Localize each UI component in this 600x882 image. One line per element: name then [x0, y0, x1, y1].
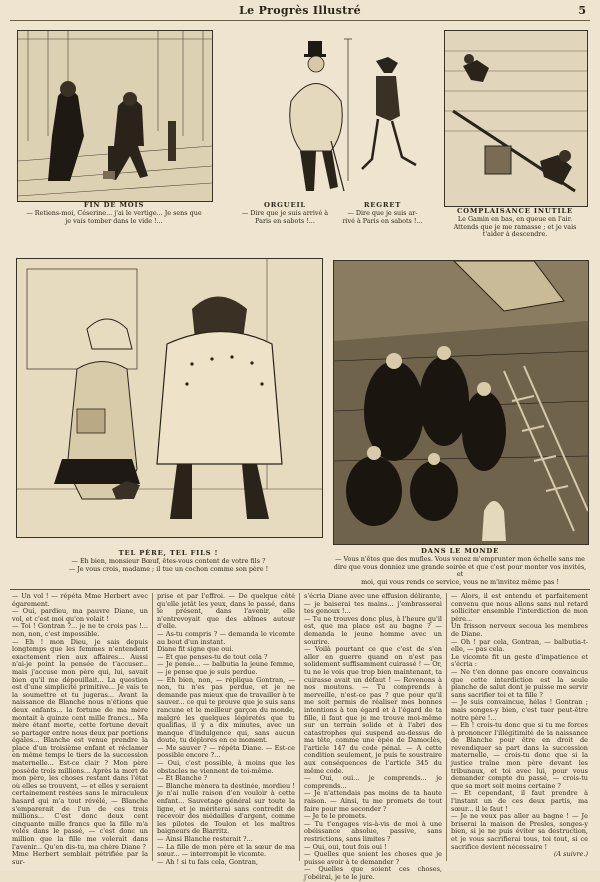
paragraph: Le vicomte fit un geste d'impatience et s'écria :	[451, 652, 588, 669]
caption-line: Attends que je me ramasse ; et je vais	[453, 222, 577, 231]
paragraph: — Et Blanche ?	[157, 774, 208, 783]
caption-regret	[335, 202, 430, 225]
text-column-2	[157, 593, 295, 866]
paragraph: — Eh bien, non, — répliqua Gontran, — non, tu n'es pas perdue, et je ne demande pas mieux que de travailler à te sauver... ce qui te prouve que je suis sans rancune et le meilleur garçon du monde, malgré les quelques légèretés que tu qualifias, il y a dix minutes, avec un manque d'indulgence qui, sans aucun doute, tu déplores en ce moment.	[157, 675, 295, 745]
paragraph: — Et que penses-tu de tout cela ?	[157, 652, 268, 661]
paragraph: — Eh ! crois-tu donc que si tu me forces à prononcer l'illégitimité de la naissance de Blanche pour être en droit de revendiquer sa part dans la succession maternelle, — crois-tu donc que si la justice traîne mon père devant les tribunaux, et toi avec lui, pour vous demander compte du passé, — crois-tu que sa mort soit moins certaine ?	[451, 721, 588, 790]
caption-line: — Dire que je suis arrivé à	[241, 209, 329, 218]
caption-fin-de-mois	[17, 202, 211, 225]
dans-le-monde-drawing	[334, 261, 588, 544]
caption-orgueil	[240, 202, 330, 225]
paragraph: — Je suis convaincue, hélas ! Gontran ; mais songes-y bien, c'est tuer peut-être notre père !...	[451, 698, 588, 722]
paragraph: — Oui, oui... je comprends... je comprends...	[304, 774, 442, 790]
paragraph: Un frisson nerveux secoua les membres de Diane.	[451, 622, 588, 638]
paragraph: — Ah ! si tu fais cela, Gontran,	[157, 857, 259, 866]
caption-dans-le-monde	[333, 548, 587, 586]
paragraph: — Eh ! mon Dieu, je sais depuis longtemps que les femmes n'entendent exactement rien aux affaires... Aussi n'ai-je point la pensée de t'accuser... mais j'accuse mon père qui, lui, savait bien qu'il me dépouillait... La question est d'une simplicité primitive... Je vais te la soumettre et tu jugeras... Avant la naissance de Blanche nous n'étions que deux enfants... la fortune de ma mère montait à quinze cent mille francs... Ma mère étant morte, cette fortune devait se partager entre nous deux par portions égales... Blanche est venue prendre la place d'un troisième enfant et réclamer en même temps le tiers de la succession maternelle... Est-ce clair ? Mon père possède trois millions... Après la mort de mon père, les choses restant dans l'état où elles se trouvent, — et elles y seraient certainement restées sans le miraculeux hasard qui m'a tout révélé, — Blanche s'emparerait de l'un de ces trois millions... C'est donc deux cent cinquante mille francs que la fille m'a volés dans le passé, — c'est donc un million que la fille me volerait dans l'avenir... Qu'en dis-tu, ma chère Diane ?	[12, 637, 148, 851]
page-number: 5	[578, 4, 586, 17]
paragraph: — Je n'attendais pas moins de ta haute raison. — Ainsi, tu me promets de tout faire pour me seconder ?	[304, 789, 442, 813]
caption-complaisance	[444, 208, 586, 239]
caption-line: Paris en sabots !...	[255, 216, 315, 225]
paragraph: — Ainsi Blanche resterait ?...	[157, 835, 253, 843]
caption-title: TEL PÈRE, TEL FILS !	[118, 549, 219, 557]
caption-line: je vais tomber dans le vide !...	[65, 216, 163, 225]
fin-de-mois-drawing	[18, 31, 212, 201]
text-column-1	[12, 593, 148, 866]
paragraph: Mme Herbert semblait pétrifiée par la sur-	[12, 850, 148, 866]
caption-line: — Retiens-moi, Céserine... j'ai le vertige... Je sens que	[26, 209, 202, 218]
caption-line: rivé à Paris en sabots !...	[342, 216, 423, 225]
caption-title: FIN DE MOIS	[83, 201, 145, 209]
complaisance-drawing	[445, 31, 587, 206]
paragraph: — Quelles que soient ces choses, j'obéirai, je te le jure.	[304, 865, 442, 881]
caption-line: — Vous n'êtes que des mufles. Vous venez m'emprunter mon échelle sans me	[335, 555, 585, 564]
paragraph: — Je ne veux pas aller au bagne ! — Je briserai la maison de Presles, songes-y bien, si je ne puis éviter sa destruction, et je vous sacrifierai tous, toi tout, si ce sacrifice devient nécessaire !	[451, 812, 588, 851]
caption-line: dire que vous donniez une grande soirée et que c'est pour monter vos invités, et	[333, 562, 587, 579]
masthead-title: Le Progrès Illustré	[239, 4, 361, 17]
caption-title: REGRET	[363, 201, 402, 209]
caption-title: DANS LE MONDE	[420, 547, 500, 555]
page-header	[10, 4, 590, 21]
paragraph: — Voilà pourtant ce que c'est de s'en aller en guerre quand on n'est pas solidement suffisamment cuirassé ! — Or, tu ne le vois que trop bien maintenant, ta cuirasse avait un défaut ! — Revenons à nos moutons. — Tu comprends à merveille, n'est-ce pas ? que pour qu'il me soit permis de réaliser mes bonnes intentions à ton égard et à l'égard de ta fille, il faut que je me trouve moi-même sur un terrain solide et à l'abri des catastrophes qui suspend au-dessus de ma tête, comme une épée de Damoclès, l'article 147 du code pénal. — A cette condition seulement, je puis te soustraire aux conséquences de l'article 345 du même code.	[304, 645, 442, 775]
column-separator	[446, 593, 447, 861]
caption-line: — Dire que je suis ar-	[347, 209, 418, 218]
illustration-fin-de-mois	[17, 30, 213, 202]
caption-line: moi, qui vous rends ce service, vous ne m'invitez même pas !	[361, 577, 559, 586]
to-be-continued: (A suivre.)	[553, 850, 588, 859]
paragraph: — La fille de mon père et la sœur de ma sœur... — interrompit le vicomte.	[157, 842, 295, 859]
caption-line: t'aider à descendre.	[482, 230, 548, 239]
paragraph: Diane fit signe que oui.	[157, 645, 234, 654]
paragraph: — Blanche mènera ta destinée, mordieu ! je n'ai nulle raison d'en vouloir à cette enfant... Sauvetage général sur toute la ligne, et je mériterai sans contredit de recevoir des médailles d'argent, comme les pilotes de Toulon et les maîtres baigneurs de Biarritz.	[157, 781, 295, 836]
text-column-4	[451, 593, 588, 859]
paragraph: — Oui, pardieu, ma pauvre Diane, un vol, et c'est moi qu'on volait !	[12, 607, 148, 623]
text-column-3	[304, 593, 442, 882]
illustration-complaisance	[444, 30, 588, 207]
paragraph: — Oui, c'est possible, à moins que les obstacles ne viennent de toi-même.	[157, 759, 295, 775]
paragraph: — Je te le promets.	[304, 812, 367, 821]
paragraph: — Me sauver ? — répéta Diane. — Est-ce possible encore ?...	[157, 743, 295, 760]
paragraph: — As-tu compris ? — demanda le vicomte au bout d'un instant.	[157, 629, 295, 646]
paragraph: — Toi ! Gontran ?... je ne te crois pas !... non, non, c'est impossible.	[12, 622, 148, 638]
paragraph: prise et par l'effroi. — De quelque côté qu'elle jetât les yeux, dans le passé, dans le présent, dans l'avenir, elle n'entrevoyait que des abîmes autour d'elle.	[157, 592, 295, 631]
caption-line: — Eh bien, monsieur Bœuf, êtes-vous content de votre fils ?	[71, 557, 266, 566]
caption-line: Le Gamin en bas, en queue en l'air.	[457, 215, 573, 224]
caption-title: ORGUEIL	[263, 201, 307, 209]
illustration-dans-le-monde	[333, 260, 589, 545]
caption-line: — Je vous crois, madame ; il tue un cochon comme son père !	[68, 564, 269, 573]
section-divider	[10, 589, 590, 590]
paragraph: — Quelles que soient les choses que je puisse avoir à te demander ?	[304, 850, 442, 866]
paragraph: — Ne t'en donne pas encore convaincus que cette interdiction est la seule planche de salut dont je puisse me servir sans sacrifier toi et ta fille ?	[451, 667, 588, 699]
column-separator	[152, 593, 153, 861]
illustration-tel-pere	[16, 258, 323, 538]
orgueil-regret-drawing	[236, 31, 431, 201]
paragraph: — Et cependant, il faut prendre à l'instant un de ces deux partis, ma sœur... il le faut !	[451, 789, 588, 813]
caption-tel-pere	[16, 550, 321, 573]
paragraph: — Oui, oui, tout fois oui !	[304, 842, 387, 851]
caption-title: COMPLAISANCE INUTILE	[456, 207, 574, 215]
paragraph: — Je pense... — balbutia la jeune femme, — je pense que je suis perdue.	[157, 660, 295, 676]
paragraph: s'écria Diane avec une effusion délirante, — je baiserai tes mains... j'embrasserai tes genoux !...	[304, 592, 442, 616]
tel-pere-drawing	[17, 259, 322, 537]
paragraph: — Alors, il est entendu et parfaitement convenu que nous allons sans nul retard solliciter ensemble l'interdiction de mon père...	[451, 592, 588, 623]
illustration-orgueil-regret	[235, 30, 432, 202]
paragraph: — Un vol ! — répéta Mme Herbert avec égarement.	[12, 592, 148, 608]
column-separator	[299, 593, 300, 861]
paragraph: — Tu ne trouves donc plus, à l'heure qu'il est, que ma place est au bagne ? — demanda le jeune homme avec un sourire.	[304, 614, 442, 646]
paragraph: — Oh ! par cela, Gontran, — balbutia-t-elle, — pas cela.	[451, 637, 588, 654]
paragraph: — Tu t'engages vis-à-vis de moi à une obéissance absolue, passive, sans restrictions, sans limites ?	[304, 819, 442, 843]
